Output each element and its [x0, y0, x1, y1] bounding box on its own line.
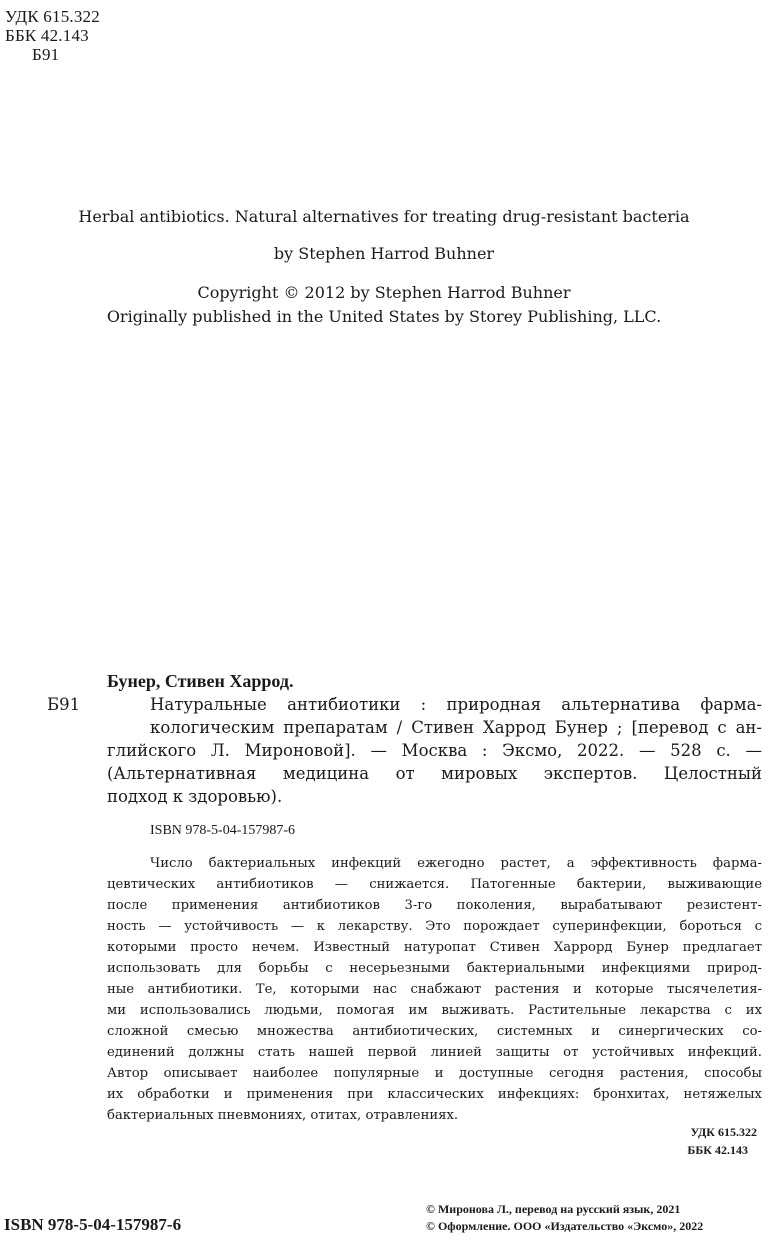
bottom-udk-code: УДК 615.322 — [690, 1125, 757, 1139]
annotation-line: цевтических антибиотиков — снижается. Патогенные бактерии, выживающие — [107, 877, 762, 892]
annotation-line: которыми просто нечем. Известный натуропат Стивен Харрорд Бунер предлагает — [107, 940, 762, 955]
bbk-code: ББК 42.143 — [5, 26, 89, 45]
udk-code: УДК 615.322 — [5, 7, 100, 26]
annotation-line: ми использовались людьми, помогая им выживать. Растительные лекарства с их — [107, 1003, 762, 1018]
original-copyright: Copyright © 2012 by Stephen Harrod Buhner — [197, 283, 571, 302]
annotation-line: их обработки и применения при классических инфекциях: бронхитах, нетяжелых — [107, 1087, 762, 1102]
annotation-line: Автор описывает наиболее популярные и доступные сегодня растения, способы — [107, 1066, 762, 1081]
footer-isbn: ISBN 978-5-04-157987-6 — [4, 1215, 182, 1234]
bib-code: Б91 — [47, 695, 81, 714]
annotation-line: после применения антибиотиков 3-го поколения, вырабатывают резистент- — [107, 898, 762, 913]
bib-line: глийского Л. Мироновой]. — Москва : Эксмо, 2022. — 528 с. — — [107, 741, 762, 760]
bib-isbn: ISBN 978-5-04-157987-6 — [150, 823, 296, 838]
bib-line: Натуральные антибиотики : природная альтернатива фарма- — [150, 695, 762, 714]
bib-line: подход к здоровью). — [107, 787, 283, 806]
annotation-line: единений должны стать нашей первой линией защиты от устойчивых инфекций. — [107, 1045, 762, 1060]
translation-copyright: © Миронова Л., перевод на русский язык, 2021 — [426, 1202, 681, 1216]
bib-author: Бунер, Стивен Харрод. — [107, 671, 294, 691]
original-author: by Stephen Harrod Buhner — [273, 244, 495, 263]
annotation-line: ные антибиотики. Те, которыми нас снабжают растения и которые тысячелетия- — [107, 982, 762, 997]
annotation-line: ность — устойчивость — к лекарству. Это порождает суперинфекции, бороться с — [107, 919, 762, 934]
original-title: Herbal antibiotics. Natural alternatives for treating drug-resistant bacteria — [78, 207, 690, 226]
bib-line: кологическим препаратам / Стивен Харрод Бунер ; [перевод с ан- — [150, 718, 762, 737]
bottom-bbk-code: ББК 42.143 — [687, 1143, 748, 1157]
bib-line: (Альтернативная медицина от мировых экспертов. Целостный — [107, 764, 762, 783]
original-publisher: Originally published in the United States by Storey Publishing, LLC. — [106, 307, 662, 326]
annotation-line: бактериальных пневмониях, отитах, отравлениях. — [107, 1108, 459, 1123]
author-code: Б91 — [32, 45, 60, 64]
annotation-line: использовать для борьбы с несерьезными бактериальными инфекциями природ- — [107, 961, 762, 976]
annotation-line: Число бактериальных инфекций ежегодно растет, а эффективность фарма- — [150, 856, 762, 871]
design-copyright: © Оформление. ООО «Издательство «Эксмо», 2022 — [426, 1219, 704, 1233]
annotation-line: сложной смесью множества антибиотических, системных и синергических со- — [107, 1024, 762, 1039]
